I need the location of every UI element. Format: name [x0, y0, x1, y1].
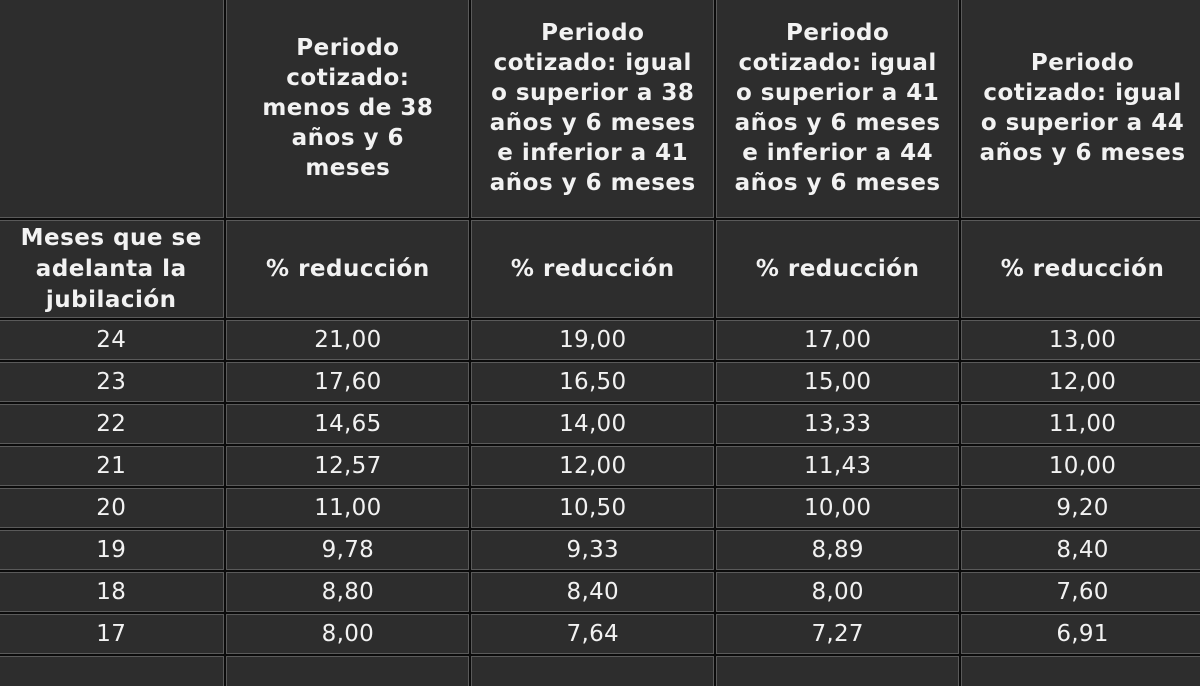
months-cell: 20: [0, 488, 224, 528]
table-row: [0, 614, 1200, 654]
value-cell: 9,33: [471, 530, 714, 570]
months-cell: 24: [0, 320, 224, 360]
sub-header-cell: % reducción: [716, 220, 959, 318]
value-cell: 16,50: [471, 362, 714, 402]
value-cell: 8,40: [471, 572, 714, 612]
value-cell: [961, 656, 1200, 686]
row-header-label: Meses que se adelanta la jubilación: [0, 220, 224, 318]
value-cell: 10,50: [471, 488, 714, 528]
value-cell: 10,00: [961, 446, 1200, 486]
months-cell: 19: [0, 530, 224, 570]
value-cell: 17,00: [716, 320, 959, 360]
value-cell: [716, 656, 959, 686]
table-row: [0, 488, 1200, 528]
value-cell: 7,27: [716, 614, 959, 654]
value-cell: 8,40: [961, 530, 1200, 570]
value-cell: 14,00: [471, 404, 714, 444]
months-cell: 22: [0, 404, 224, 444]
table-row: [0, 404, 1200, 444]
value-cell: 8,80: [226, 572, 469, 612]
table-row: [0, 362, 1200, 402]
group-header-row: [0, 0, 1200, 218]
table-row: [0, 572, 1200, 612]
table-row: [0, 656, 1200, 686]
value-cell: [226, 656, 469, 686]
value-cell: 10,00: [716, 488, 959, 528]
value-cell: 6,91: [961, 614, 1200, 654]
value-cell: 8,00: [226, 614, 469, 654]
table-row: [0, 320, 1200, 360]
value-cell: 14,65: [226, 404, 469, 444]
value-cell: 9,78: [226, 530, 469, 570]
months-cell: 21: [0, 446, 224, 486]
months-cell: [0, 656, 224, 686]
sub-header-cell: % reducción: [471, 220, 714, 318]
value-cell: 13,33: [716, 404, 959, 444]
group-header-cell: Periodo cotizado: menos de 38 años y 6 meses: [226, 0, 469, 218]
value-cell: 12,00: [471, 446, 714, 486]
sub-header-cell: % reducción: [961, 220, 1200, 318]
value-cell: 13,00: [961, 320, 1200, 360]
value-cell: 21,00: [226, 320, 469, 360]
value-cell: 19,00: [471, 320, 714, 360]
value-cell: 12,57: [226, 446, 469, 486]
table-row: [0, 446, 1200, 486]
table-row: [0, 530, 1200, 570]
months-cell: 17: [0, 614, 224, 654]
corner-cell: [0, 0, 224, 218]
value-cell: [471, 656, 714, 686]
months-cell: 23: [0, 362, 224, 402]
value-cell: 8,89: [716, 530, 959, 570]
value-cell: 9,20: [961, 488, 1200, 528]
value-cell: 15,00: [716, 362, 959, 402]
value-cell: 12,00: [961, 362, 1200, 402]
value-cell: 11,00: [961, 404, 1200, 444]
sub-header-cell: % reducción: [226, 220, 469, 318]
months-cell: 18: [0, 572, 224, 612]
group-header-cell: Periodo cotizado: igual o superior a 44 años y 6 meses: [961, 0, 1200, 218]
value-cell: 17,60: [226, 362, 469, 402]
value-cell: 11,43: [716, 446, 959, 486]
sub-header-row: [0, 220, 1200, 318]
value-cell: 8,00: [716, 572, 959, 612]
value-cell: 7,60: [961, 572, 1200, 612]
value-cell: 7,64: [471, 614, 714, 654]
value-cell: 11,00: [226, 488, 469, 528]
group-header-cell: Periodo cotizado: igual o superior a 38 años y 6 meses e inferior a 41 años y 6 meses: [471, 0, 714, 218]
group-header-cell: Periodo cotizado: igual o superior a 41 años y 6 meses e inferior a 44 años y 6 meses: [716, 0, 959, 218]
